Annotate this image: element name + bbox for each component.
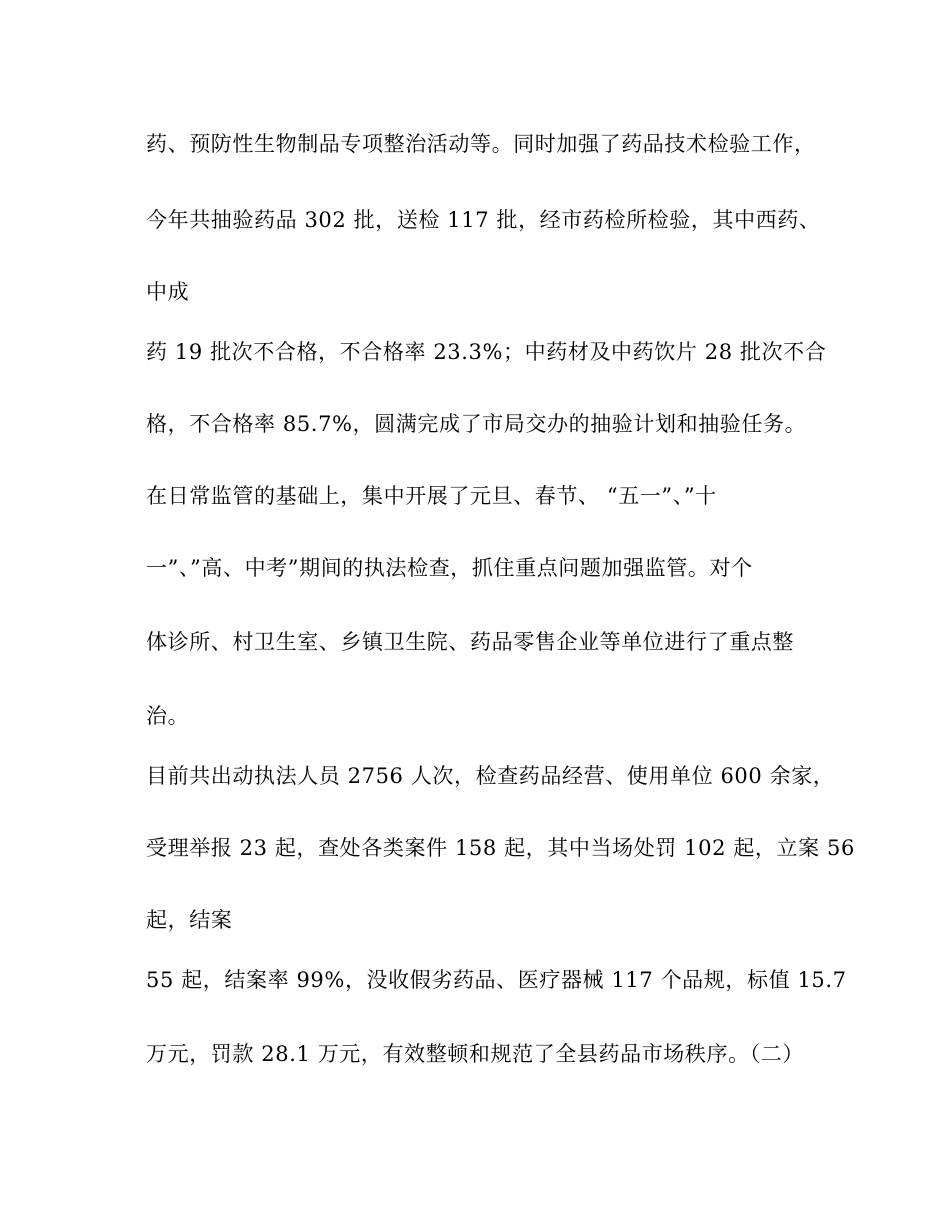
text-line: 万元，罚款 28.1 万元，有效整顿和规范了全县药品市场秩序。（二）	[146, 1042, 805, 1066]
text-line: 治。	[146, 704, 190, 728]
text-line: 目前共出动执法人员 2756 人次，检查药品经营、使用单位 600 余家，	[146, 764, 835, 788]
text-line: 体诊所、村卫生室、乡镇卫生院、药品零售企业等单位进行了重点整	[146, 630, 794, 654]
text-line: 药 19 批次不合格，不合格率 23.3%；中药材及中药饮片 28 批次不合	[146, 340, 827, 364]
text-line: 起，结案	[146, 908, 233, 932]
text-line: 受理举报 23 起，查处各类案件 158 起，其中当场处罚 102 起，立案 56	[146, 836, 855, 860]
text-line: 在日常监管的基础上，集中开展了元旦、春节、 “五一”、”十	[146, 484, 717, 508]
text-line: 今年共抽验药品 302 批，送检 117 批，经市药检所检验，其中西药、	[146, 208, 821, 232]
text-line: 药、预防性生物制品专项整治活动等。同时加强了药品技术检验工作，	[146, 132, 816, 156]
text-line: 格，不合格率 85.7%，圆满完成了市局交办的抽验计划和抽验任务。	[146, 412, 807, 436]
text-line: 一”、”高、中考”期间的执法检查，抓住重点问题加强监管。对个	[146, 556, 753, 580]
text-line: 中成	[146, 280, 190, 304]
text-line: 55 起，结案率 99%，没收假劣药品、医疗器械 117 个品规，标值 15.7	[146, 968, 847, 992]
